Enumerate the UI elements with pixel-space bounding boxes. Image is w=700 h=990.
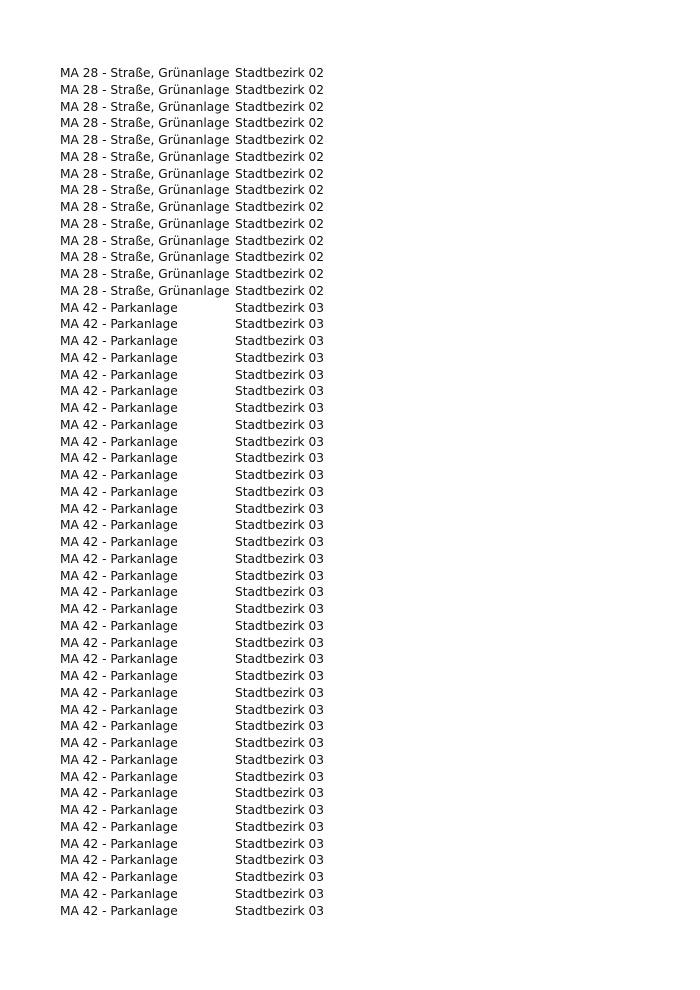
table-row [60, 735, 660, 752]
table-row [60, 568, 660, 585]
table-row [60, 99, 660, 116]
table-row [60, 216, 660, 233]
district-cell: Stadtbezirk 03 [235, 836, 324, 851]
district-cell: Stadtbezirk 02 [235, 166, 324, 181]
unit-cell: MA 42 - Parkanlage [60, 568, 178, 583]
table-row [60, 802, 660, 819]
table-row [60, 450, 660, 467]
unit-cell: MA 28 - Straße, Grünanlage [60, 99, 230, 114]
district-cell: Stadtbezirk 02 [235, 283, 324, 298]
table-row [60, 383, 660, 400]
table-row [60, 718, 660, 735]
unit-cell: MA 42 - Parkanlage [60, 719, 178, 734]
unit-cell: MA 42 - Parkanlage [60, 401, 178, 415]
district-cell: Stadtbezirk 03 [235, 401, 324, 415]
unit-cell: MA 42 - Parkanlage [60, 551, 178, 566]
district-cell: Stadtbezirk 03 [235, 786, 324, 801]
table-row [60, 618, 660, 635]
district-cell: Stadtbezirk 02 [235, 82, 324, 97]
unit-cell: MA 28 - Straße, Grünanlage [60, 200, 230, 214]
unit-cell: MA 28 - Straße, Grünanlage [60, 233, 230, 248]
table-row [60, 316, 660, 333]
unit-cell: MA 42 - Parkanlage [60, 300, 178, 315]
unit-cell: MA 42 - Parkanlage [60, 769, 178, 784]
district-cell: Stadtbezirk 03 [235, 736, 324, 750]
table-row [60, 300, 660, 317]
district-cell: Stadtbezirk 03 [235, 451, 324, 466]
unit-cell: MA 42 - Parkanlage [60, 484, 178, 499]
table-row [60, 668, 660, 685]
table-row [60, 785, 660, 802]
district-cell: Stadtbezirk 03 [235, 468, 324, 482]
district-cell: Stadtbezirk 03 [235, 853, 324, 868]
unit-cell: MA 42 - Parkanlage [60, 886, 178, 901]
table-row [60, 635, 660, 652]
table-row [60, 886, 660, 903]
district-cell: Stadtbezirk 02 [235, 66, 324, 80]
unit-cell: MA 28 - Straße, Grünanlage [60, 216, 230, 231]
district-cell: Stadtbezirk 02 [235, 99, 324, 114]
district-cell: Stadtbezirk 02 [235, 183, 324, 198]
unit-cell: MA 42 - Parkanlage [60, 786, 178, 801]
unit-cell: MA 42 - Parkanlage [60, 367, 178, 382]
district-cell: Stadtbezirk 03 [235, 300, 324, 315]
table-row [60, 551, 660, 568]
district-cell: Stadtbezirk 02 [235, 116, 324, 131]
unit-cell: MA 42 - Parkanlage [60, 903, 178, 918]
district-cell: Stadtbezirk 03 [235, 886, 324, 901]
unit-cell: MA 42 - Parkanlage [60, 803, 178, 817]
district-cell: Stadtbezirk 02 [235, 233, 324, 248]
table-row [60, 132, 660, 149]
table-row [60, 283, 660, 300]
district-cell: Stadtbezirk 03 [235, 870, 324, 884]
district-cell: Stadtbezirk 03 [235, 752, 324, 767]
unit-cell: MA 42 - Parkanlage [60, 535, 178, 549]
unit-cell: MA 28 - Straße, Grünanlage [60, 166, 230, 181]
district-cell: Stadtbezirk 03 [235, 551, 324, 566]
district-cell: Stadtbezirk 03 [235, 417, 324, 432]
table-row [60, 434, 660, 451]
unit-cell: MA 28 - Straße, Grünanlage [60, 116, 230, 131]
table-row [60, 367, 660, 384]
unit-cell: MA 28 - Straße, Grünanlage [60, 82, 230, 97]
district-cell: Stadtbezirk 03 [235, 518, 324, 533]
table-row [60, 199, 660, 216]
unit-cell: MA 42 - Parkanlage [60, 736, 178, 750]
unit-cell: MA 42 - Parkanlage [60, 585, 178, 600]
table-row [60, 233, 660, 250]
unit-cell: MA 42 - Parkanlage [60, 702, 178, 717]
district-cell: Stadtbezirk 03 [235, 635, 324, 650]
table-row [60, 166, 660, 183]
unit-cell: MA 28 - Straße, Grünanlage [60, 183, 230, 198]
unit-cell: MA 42 - Parkanlage [60, 501, 178, 516]
district-cell: Stadtbezirk 03 [235, 618, 324, 633]
district-cell: Stadtbezirk 02 [235, 200, 324, 214]
unit-cell: MA 42 - Parkanlage [60, 685, 178, 700]
table-row [60, 266, 660, 283]
unit-cell: MA 42 - Parkanlage [60, 870, 178, 884]
district-cell: Stadtbezirk 03 [235, 367, 324, 382]
district-cell: Stadtbezirk 03 [235, 702, 324, 717]
district-cell: Stadtbezirk 02 [235, 216, 324, 231]
table-row [60, 584, 660, 601]
unit-cell: MA 42 - Parkanlage [60, 853, 178, 868]
district-cell: Stadtbezirk 03 [235, 669, 324, 683]
unit-cell: MA 42 - Parkanlage [60, 451, 178, 466]
unit-cell: MA 42 - Parkanlage [60, 334, 178, 348]
district-cell: Stadtbezirk 03 [235, 819, 324, 834]
table-row [60, 115, 660, 132]
unit-cell: MA 42 - Parkanlage [60, 468, 178, 482]
district-cell: Stadtbezirk 02 [235, 133, 324, 147]
unit-cell: MA 28 - Straße, Grünanlage [60, 66, 230, 80]
district-cell: Stadtbezirk 03 [235, 585, 324, 600]
unit-cell: MA 42 - Parkanlage [60, 618, 178, 633]
district-cell: Stadtbezirk 03 [235, 568, 324, 583]
district-cell: Stadtbezirk 03 [235, 384, 324, 399]
district-cell: Stadtbezirk 03 [235, 501, 324, 516]
unit-cell: MA 28 - Straße, Grünanlage [60, 267, 230, 281]
district-cell: Stadtbezirk 03 [235, 317, 324, 332]
district-cell: Stadtbezirk 03 [235, 719, 324, 734]
district-cell: Stadtbezirk 02 [235, 250, 324, 265]
unit-cell: MA 42 - Parkanlage [60, 752, 178, 767]
table-row [60, 702, 660, 719]
table-row [60, 769, 660, 786]
unit-cell: MA 42 - Parkanlage [60, 602, 178, 616]
unit-cell: MA 28 - Straße, Grünanlage [60, 250, 230, 265]
table-row [60, 903, 660, 920]
unit-cell: MA 42 - Parkanlage [60, 417, 178, 432]
unit-cell: MA 42 - Parkanlage [60, 652, 178, 667]
table-row [60, 467, 660, 484]
spreadsheet-page [60, 65, 660, 919]
table-row [60, 333, 660, 350]
table-row [60, 182, 660, 199]
unit-cell: MA 28 - Straße, Grünanlage [60, 283, 230, 298]
table-row [60, 534, 660, 551]
unit-cell: MA 28 - Straße, Grünanlage [60, 149, 230, 164]
district-cell: Stadtbezirk 02 [235, 267, 324, 281]
table-row [60, 417, 660, 434]
unit-cell: MA 42 - Parkanlage [60, 819, 178, 834]
district-cell: Stadtbezirk 03 [235, 535, 324, 549]
table-row [60, 149, 660, 166]
table-row [60, 852, 660, 869]
table-row [60, 82, 660, 99]
district-cell: Stadtbezirk 03 [235, 769, 324, 784]
unit-cell: MA 42 - Parkanlage [60, 669, 178, 683]
district-cell: Stadtbezirk 03 [235, 350, 324, 365]
unit-cell: MA 42 - Parkanlage [60, 434, 178, 449]
table-row [60, 836, 660, 853]
table-row [60, 685, 660, 702]
district-cell: Stadtbezirk 03 [235, 434, 324, 449]
table-row [60, 517, 660, 534]
table-row [60, 869, 660, 886]
unit-cell: MA 42 - Parkanlage [60, 350, 178, 365]
district-cell: Stadtbezirk 02 [235, 149, 324, 164]
unit-cell: MA 42 - Parkanlage [60, 518, 178, 533]
unit-cell: MA 42 - Parkanlage [60, 836, 178, 851]
district-cell: Stadtbezirk 03 [235, 484, 324, 499]
table-row [60, 501, 660, 518]
table-row [60, 249, 660, 266]
unit-cell: MA 42 - Parkanlage [60, 384, 178, 399]
district-cell: Stadtbezirk 03 [235, 334, 324, 348]
table-row [60, 484, 660, 501]
district-cell: Stadtbezirk 03 [235, 602, 324, 616]
district-cell: Stadtbezirk 03 [235, 903, 324, 918]
unit-cell: MA 28 - Straße, Grünanlage [60, 133, 230, 147]
table-row [60, 350, 660, 367]
table-row [60, 651, 660, 668]
district-cell: Stadtbezirk 03 [235, 685, 324, 700]
district-cell: Stadtbezirk 03 [235, 803, 324, 817]
table-row [60, 400, 660, 417]
table-row [60, 819, 660, 836]
table-row [60, 65, 660, 82]
table-row [60, 601, 660, 618]
table-row [60, 752, 660, 769]
unit-cell: MA 42 - Parkanlage [60, 635, 178, 650]
unit-cell: MA 42 - Parkanlage [60, 317, 178, 332]
district-cell: Stadtbezirk 03 [235, 652, 324, 667]
